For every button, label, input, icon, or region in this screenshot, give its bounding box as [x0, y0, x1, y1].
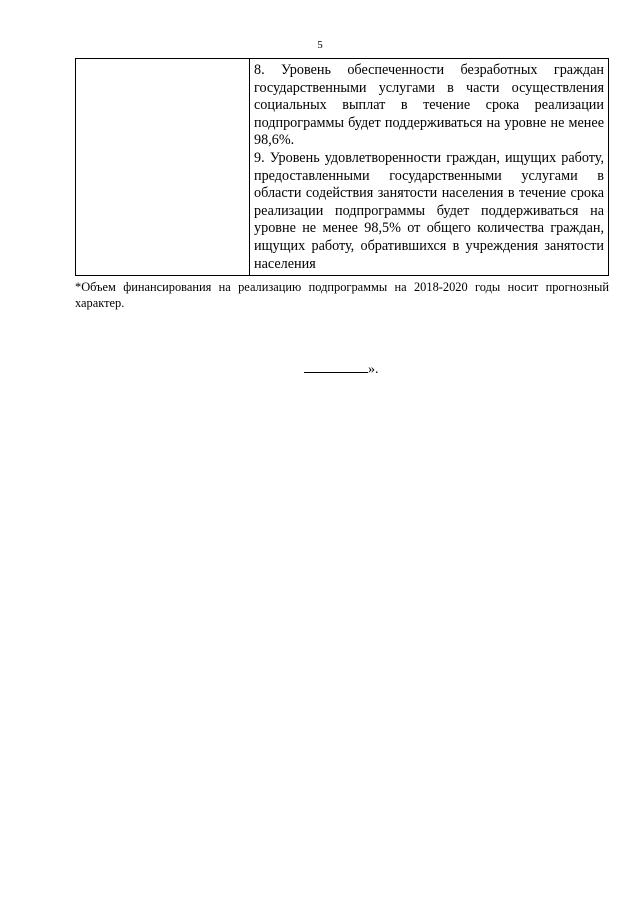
page-number: 5 — [317, 39, 323, 51]
table-cell-label — [76, 59, 250, 276]
closing-underline — [304, 360, 368, 373]
indicator-item-8: 8. Уровень обеспеченности безработных граждан государственными услугами в части осуществления социальных выплат в течение срока реализации подпрограммы будет поддерживаться на уровне не менее 98,6%. — [254, 62, 604, 149]
financing-footnote: *Объем финансирования на реализацию подпрограммы на 2018-2020 годы носит прогнозный характер. — [75, 280, 609, 310]
closing-quote: ». — [368, 362, 379, 377]
closing-mark — [304, 360, 379, 378]
table-row — [76, 59, 609, 276]
table-cell-indicators — [250, 59, 609, 276]
indicator-item-9: 9. Уровень удовлетворенности граждан, ищущих работу, предоставленными государственными услугами в области содействия занятости населения в течение срока реализации подпрограммы будет поддерживаться на уровне не менее 98,5% от общего количества граждан, ищущих работу, обратившихся в учреждения занятости населения — [254, 149, 604, 272]
passport-table — [75, 58, 609, 276]
